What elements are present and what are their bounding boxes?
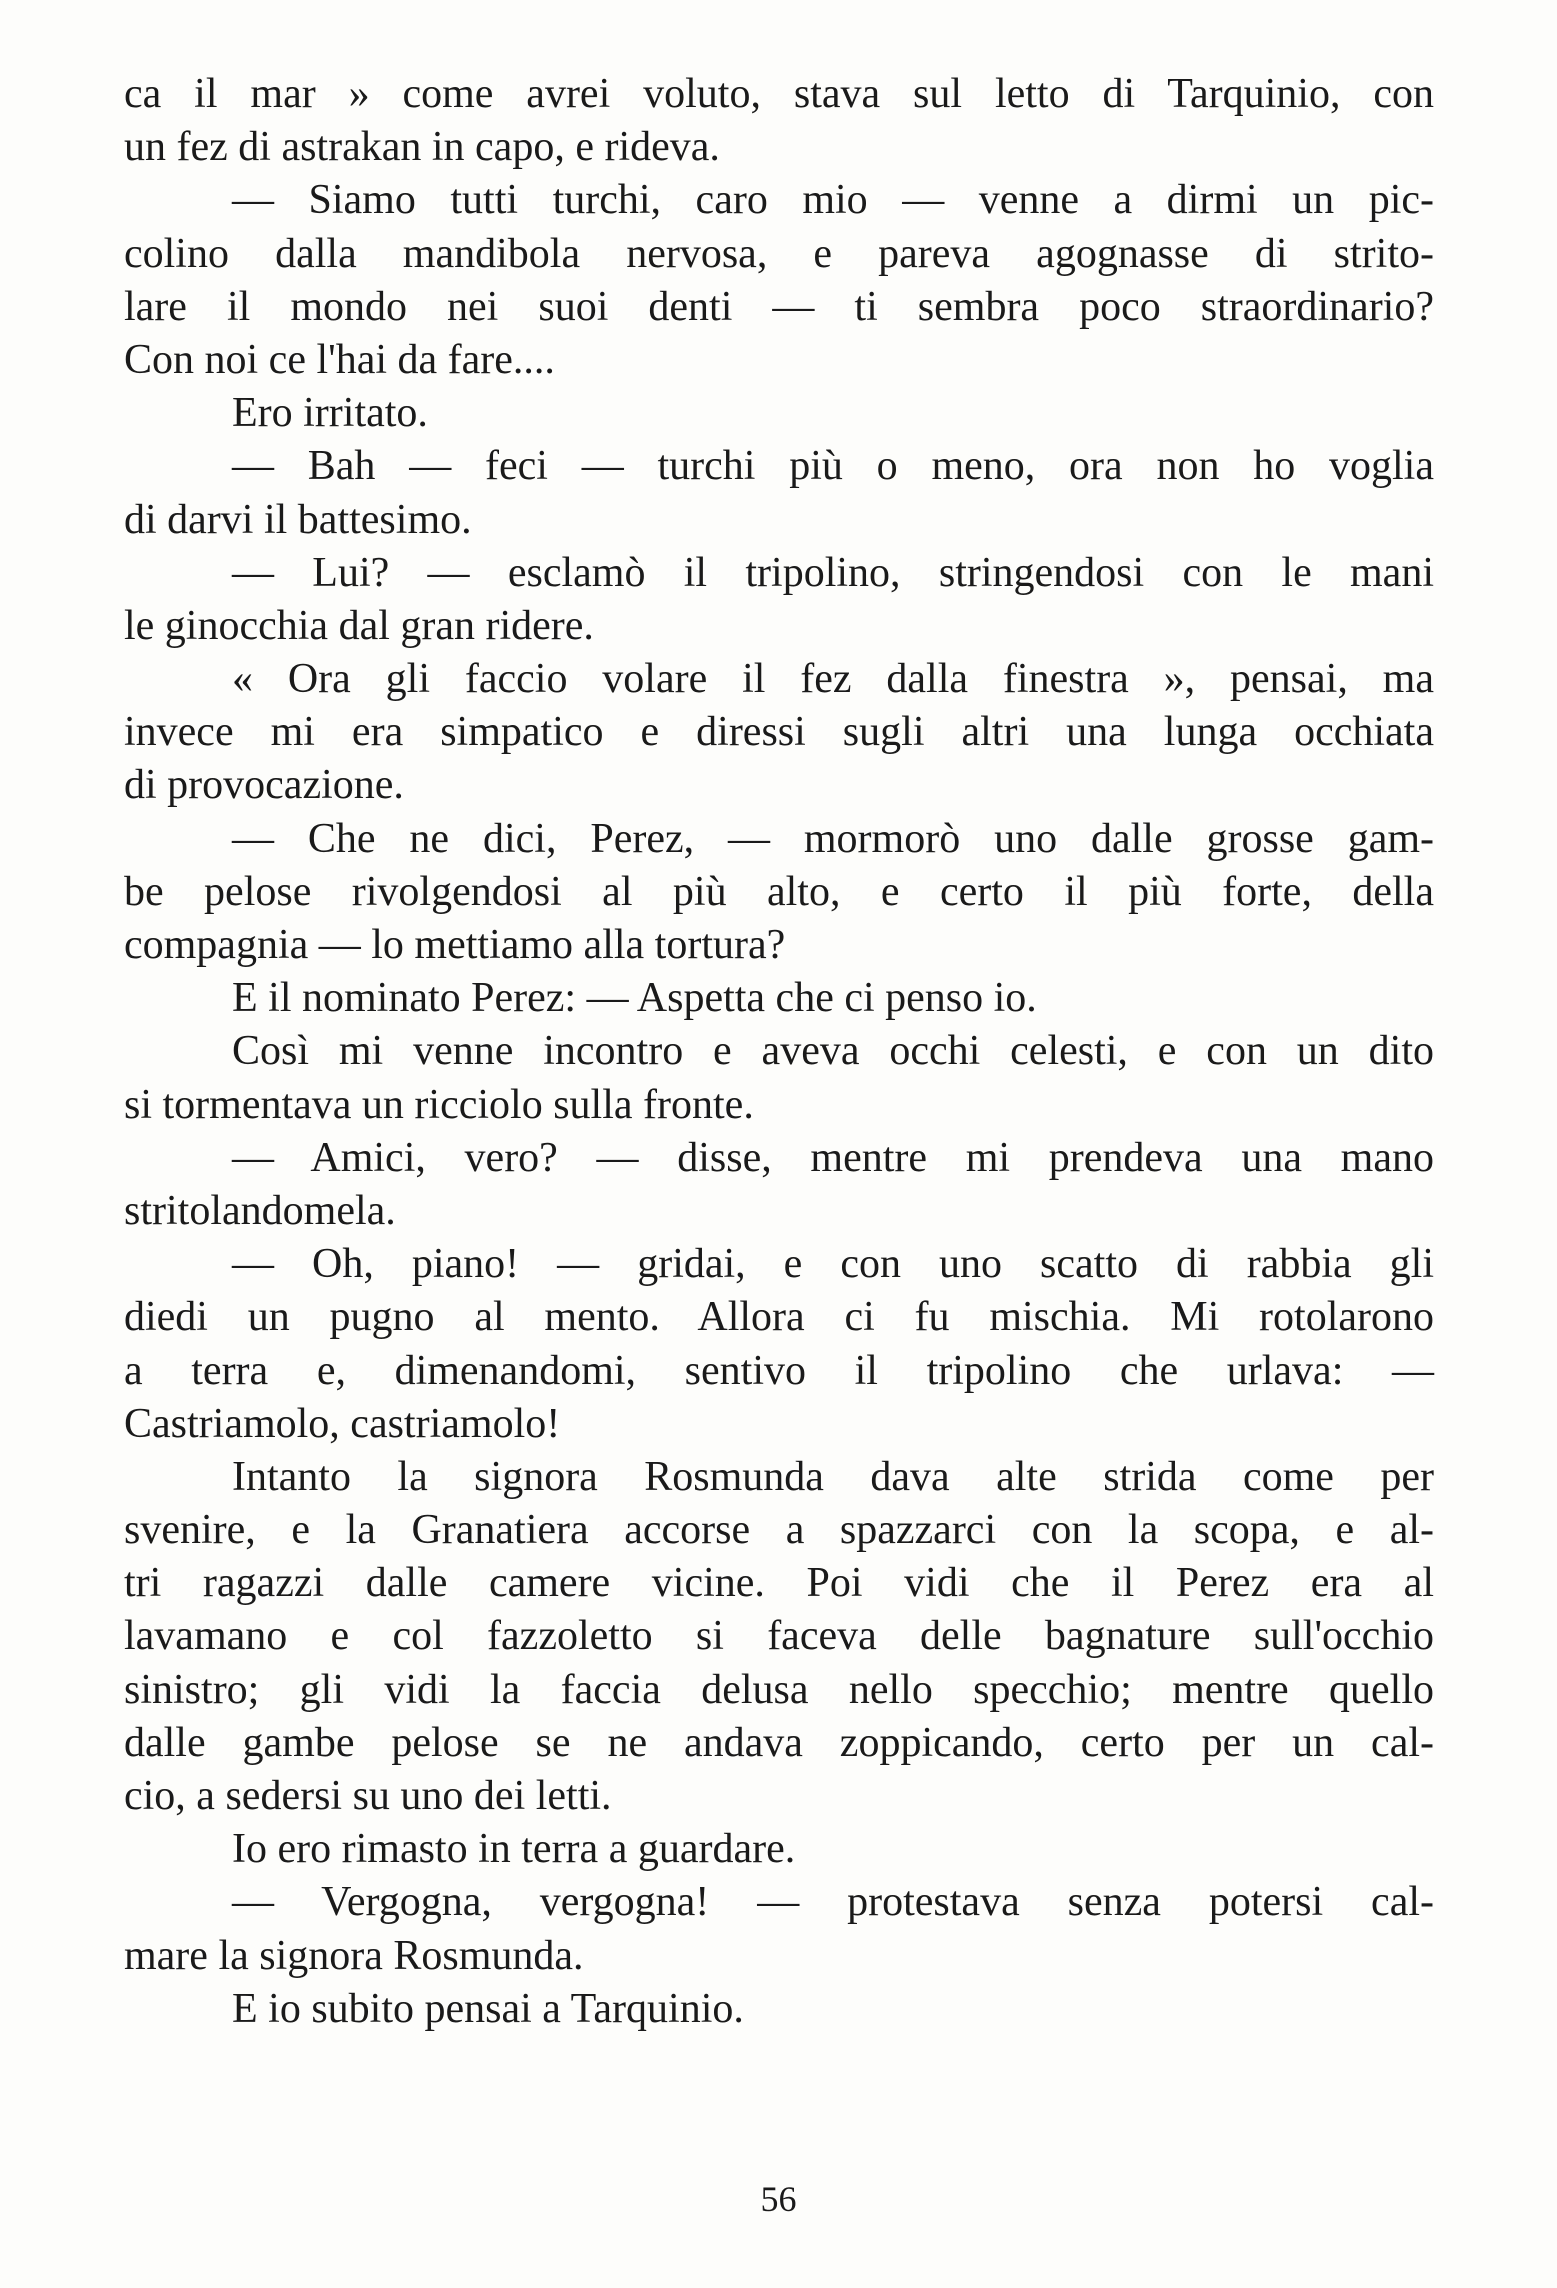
text-line: be pelose rivolgendosi al più alto, e certo il più forte, della [124, 868, 1434, 915]
text-line: dalle gambe pelose se ne andava zoppicando, certo per un cal- [124, 1719, 1434, 1766]
text-line: Intanto la signora Rosmunda dava alte strida come per [232, 1453, 1434, 1500]
text-line: compagnia — lo mettiamo alla tortura? [124, 922, 786, 968]
text-line: — Oh, piano! — gridai, e con uno scatto di rabbia gli [232, 1241, 1434, 1288]
page-number: 56 [760, 2179, 797, 2219]
text-line: sinistro; gli vidi la faccia delusa nello specchio; mentre quello [124, 1666, 1434, 1713]
text-line: lare il mondo nei suoi denti — ti sembra poco straordinario? [124, 283, 1434, 330]
text-line: — Amici, vero? — disse, mentre mi prendeva una mano [232, 1134, 1434, 1181]
text-line: svenire, e la Granatiera accorse a spazzarci con la scopa, e al- [124, 1507, 1434, 1554]
text-line: colino dalla mandibola nervosa, e pareva agognasse di strito- [124, 230, 1434, 277]
text-line: si tormentava un ricciolo sulla fronte. [124, 1081, 754, 1128]
text-line: diedi un pugno al mento. Allora ci fu mischia. Mi rotolarono [124, 1294, 1434, 1341]
text-line: invece mi era simpatico e diressi sugli altri una lunga occhiata [124, 709, 1434, 756]
text-line: — Vergogna, vergogna! — protestava senza potersi cal- [232, 1879, 1434, 1926]
text-line: — Bah — feci — turchi più o meno, ora non ho voglia [232, 443, 1434, 490]
text-line: a terra e, dimenandomi, sentivo il tripolino che urlava: — [124, 1347, 1434, 1394]
text-line: stritolandomela. [124, 1187, 396, 1234]
text-line: « Ora gli faccio volare il fez dalla finestra », pensai, ma [232, 656, 1434, 703]
text-line: — Siamo tutti turchi, caro mio — venne a dirmi un pic- [232, 177, 1434, 224]
text-line: Ero irritato. [232, 390, 428, 437]
text-line: mare la signora Rosmunda. [124, 1932, 584, 1979]
text-line: di darvi il battesimo. [124, 496, 472, 543]
text-line: E io subito pensai a Tarquinio. [232, 1985, 744, 2032]
text-line: E il nominato Perez: — Aspetta che ci penso io. [232, 975, 1037, 1022]
text-line: Così mi venne incontro e aveva occhi celesti, e con un dito [232, 1028, 1434, 1075]
text-line: tri ragazzi dalle camere vicine. Poi vidi che il Perez era al [124, 1560, 1434, 1607]
text-line: un fez di astrakan in capo, e rideva. [124, 124, 720, 171]
text-line: di provocazione. [124, 762, 404, 809]
text-line: Castriamolo, castriamolo! [124, 1400, 561, 1447]
body-text [124, 68, 1434, 2036]
text-line: le ginocchia dal gran ridere. [124, 602, 594, 649]
text-line: — Lui? — esclamò il tripolino, stringendosi con le mani [232, 549, 1434, 596]
text-line: lavamano e col fazzoletto si faceva delle bagnature sull'occhio [124, 1613, 1434, 1660]
text-line: Io ero rimasto in terra a guardare. [232, 1826, 796, 1873]
text-line: ca il mar » come avrei voluto, stava sul letto di Tarquinio, con [124, 71, 1434, 117]
text-line: Con noi ce l'hai da fare.... [124, 336, 555, 383]
text-line: — Che ne dici, Perez, — mormorò uno dalle grosse gam- [232, 815, 1434, 862]
text-line: cio, a sedersi su uno dei letti. [124, 1773, 612, 1819]
